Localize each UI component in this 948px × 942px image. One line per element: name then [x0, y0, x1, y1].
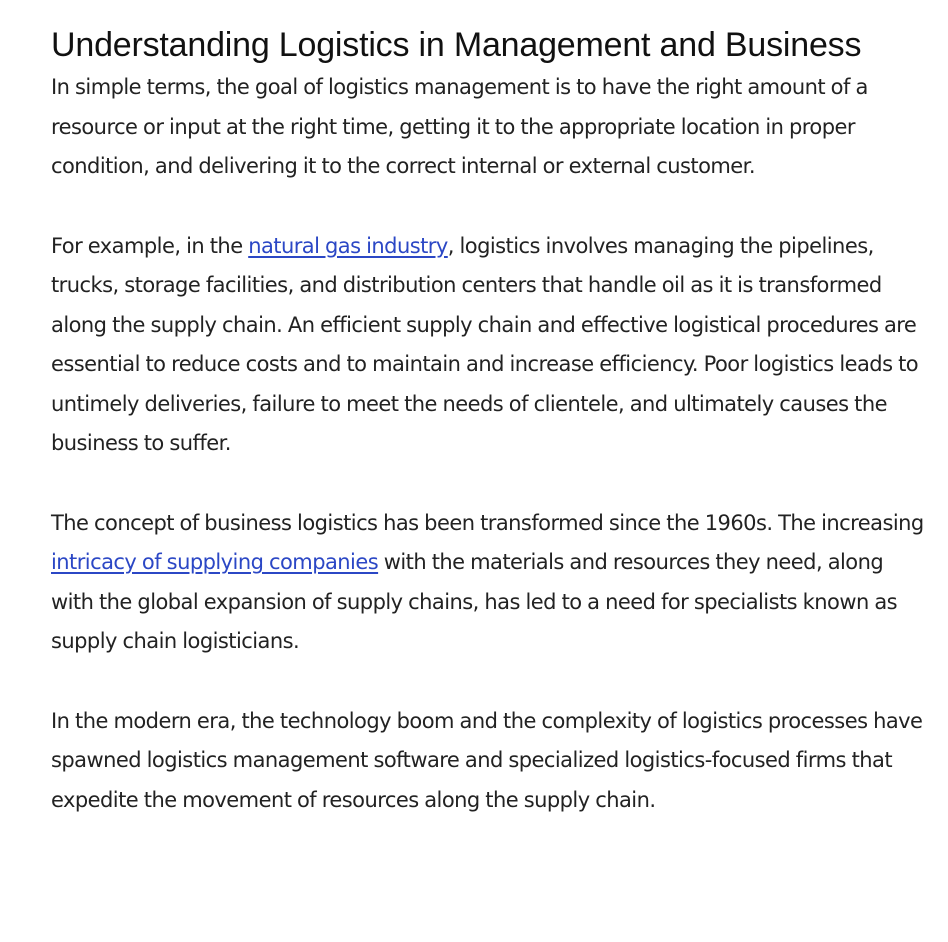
natural-gas-industry-link[interactable]: natural gas industry [248, 233, 448, 258]
article-title: Understanding Logistics in Management and Business [51, 26, 862, 64]
paragraph-history [51, 504, 931, 662]
paragraph-modern-era: In the modern era, the technology boom and the complexity of logistics processes have spawned logistics management software and specialized logistics-focused firms that expedite the movement of resources along the supply chain. [51, 708, 923, 812]
paragraph-history-text-after: with the materials and resources they need, along with the global expansion of supply chains, has led to a need for specialists known as supply chain logisticians. [51, 550, 898, 653]
paragraph-example [51, 227, 931, 464]
paragraph-example-text-before: For example, in the [51, 233, 249, 258]
paragraph-example-text-after: , logistics involves managing the pipelines, trucks, storage facilities, and distribution centers that handle oil as it is transformed along the supply chain. An efficient supply chain and effective logistical procedures are essential to reduce costs and to maintain and increase efficiency. Poor logistics leads to untimely deliveries, failure to meet the needs of clientele, and ultimately causes the business to suffer. [51, 233, 919, 455]
paragraph-history-text-before: The concept of business logistics has been transformed since the 1960s. The increasing [51, 510, 924, 535]
intricacy-of-supplying-companies-link[interactable]: intricacy of supplying companies [51, 550, 379, 574]
paragraph-intro: In simple terms, the goal of logistics management is to have the right amount of a resource or input at the right time, getting it to the appropriate location in proper condition, and delivering it to the correct internal or external customer. [51, 75, 868, 178]
article-body [51, 22, 931, 820]
